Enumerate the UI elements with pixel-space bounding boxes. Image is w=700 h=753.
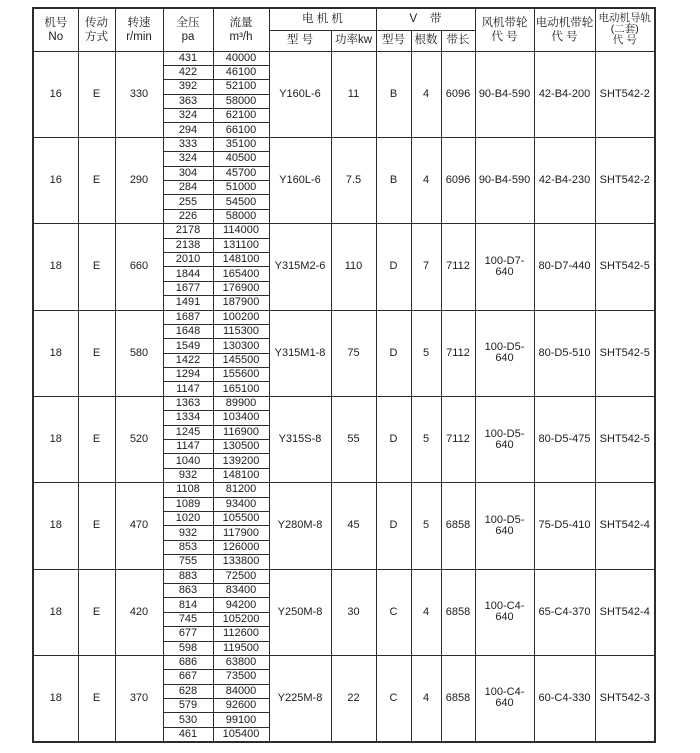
cell-flow: 133800 bbox=[213, 555, 269, 569]
cell-pressure: 530 bbox=[163, 713, 213, 727]
cell-flow: 176900 bbox=[213, 281, 269, 295]
cell-flow: 131100 bbox=[213, 238, 269, 252]
table-group bbox=[33, 655, 655, 741]
header-line: 传动 bbox=[85, 16, 108, 29]
cell-flow: 105400 bbox=[213, 727, 269, 741]
cell-drive-mode: E bbox=[78, 396, 115, 482]
cell-fan-pulley: 100-D7-640 bbox=[475, 224, 534, 310]
cell-pressure: 461 bbox=[163, 727, 213, 741]
cell-pressure: 324 bbox=[163, 152, 213, 166]
cell-speed: 470 bbox=[115, 483, 163, 569]
cell-flow: 165400 bbox=[213, 267, 269, 281]
fan-motor-spec-table bbox=[32, 7, 656, 743]
cell-motor-pulley: 80-D5-475 bbox=[534, 396, 595, 482]
cell-pressure: 1687 bbox=[163, 310, 213, 324]
cell-pressure: 1844 bbox=[163, 267, 213, 281]
cell-belt-count: 5 bbox=[411, 396, 441, 482]
table-row bbox=[33, 224, 655, 238]
cell-motor-model: Y315M2-6 bbox=[269, 224, 331, 310]
cell-fan-pulley: 100-D5-640 bbox=[475, 483, 534, 569]
cell-machine-no: 18 bbox=[33, 569, 78, 655]
cell-machine-no: 16 bbox=[33, 51, 78, 137]
cell-flow: 62100 bbox=[213, 109, 269, 123]
table-group bbox=[33, 483, 655, 569]
cell-belt-length: 6096 bbox=[441, 137, 475, 223]
cell-flow: 52100 bbox=[213, 80, 269, 94]
cell-flow: 165100 bbox=[213, 382, 269, 396]
table-row bbox=[33, 483, 655, 497]
cell-belt-model: C bbox=[376, 569, 411, 655]
cell-motor-power: 7.5 bbox=[331, 137, 376, 223]
cell-speed: 290 bbox=[115, 137, 163, 223]
cell-flow: 94200 bbox=[213, 598, 269, 612]
cell-rail: SHT542-4 bbox=[595, 569, 655, 655]
cell-flow: 148100 bbox=[213, 468, 269, 482]
cell-pressure: 932 bbox=[163, 526, 213, 540]
cell-speed: 370 bbox=[115, 655, 163, 741]
cell-belt-length: 6858 bbox=[441, 483, 475, 569]
cell-pressure: 1108 bbox=[163, 483, 213, 497]
cell-drive-mode: E bbox=[78, 51, 115, 137]
cell-flow: 155600 bbox=[213, 368, 269, 382]
cell-pressure: 579 bbox=[163, 699, 213, 713]
cell-belt-length: 7112 bbox=[441, 310, 475, 396]
header-line: 代 号 bbox=[612, 34, 637, 47]
cell-pressure: 883 bbox=[163, 569, 213, 583]
cell-pressure: 677 bbox=[163, 627, 213, 641]
cell-fan-pulley: 100-D5-640 bbox=[475, 396, 534, 482]
header-line: 风机带轮 bbox=[481, 16, 528, 29]
cell-flow: 105200 bbox=[213, 612, 269, 626]
header-motor-pulley bbox=[534, 8, 595, 51]
header-line: 代 号 bbox=[491, 30, 518, 43]
cell-belt-length: 6858 bbox=[441, 655, 475, 741]
table-row bbox=[33, 396, 655, 410]
cell-pressure: 863 bbox=[163, 583, 213, 597]
cell-motor-model: Y160L-6 bbox=[269, 51, 331, 137]
cell-pressure: 333 bbox=[163, 137, 213, 151]
cell-pressure: 1245 bbox=[163, 425, 213, 439]
cell-speed: 420 bbox=[115, 569, 163, 655]
cell-belt-count: 4 bbox=[411, 655, 441, 741]
header-line: 代 号 bbox=[551, 30, 578, 43]
header-line: 流量 bbox=[229, 16, 253, 29]
cell-belt-model: B bbox=[376, 51, 411, 137]
cell-drive-mode: E bbox=[78, 569, 115, 655]
header-motor-group: 电 机 机 bbox=[269, 8, 376, 30]
table-group bbox=[33, 569, 655, 655]
header-line: (二套) bbox=[610, 23, 639, 36]
cell-machine-no: 16 bbox=[33, 137, 78, 223]
cell-flow: 81200 bbox=[213, 483, 269, 497]
cell-flow: 117900 bbox=[213, 526, 269, 540]
cell-pressure: 814 bbox=[163, 598, 213, 612]
header-motor-model: 型 号 bbox=[269, 30, 331, 51]
cell-flow: 99100 bbox=[213, 713, 269, 727]
cell-drive-mode: E bbox=[78, 310, 115, 396]
cell-pressure: 1549 bbox=[163, 339, 213, 353]
cell-drive-mode: E bbox=[78, 655, 115, 741]
cell-speed: 330 bbox=[115, 51, 163, 137]
cell-flow: 58000 bbox=[213, 94, 269, 108]
cell-belt-count: 5 bbox=[411, 483, 441, 569]
cell-pressure: 598 bbox=[163, 641, 213, 655]
cell-pressure: 2178 bbox=[163, 224, 213, 238]
cell-motor-power: 22 bbox=[331, 655, 376, 741]
cell-pressure: 1147 bbox=[163, 440, 213, 454]
table-group bbox=[33, 310, 655, 396]
cell-flow: 51000 bbox=[213, 181, 269, 195]
cell-flow: 103400 bbox=[213, 411, 269, 425]
header-line: 电动机带轮 bbox=[535, 16, 594, 29]
cell-pressure: 1089 bbox=[163, 497, 213, 511]
header-line: 全压 bbox=[176, 16, 200, 29]
cell-motor-power: 11 bbox=[331, 51, 376, 137]
cell-flow: 93400 bbox=[213, 497, 269, 511]
cell-pressure: 392 bbox=[163, 80, 213, 94]
cell-motor-model: Y280M-8 bbox=[269, 483, 331, 569]
header-motor-power: 功率kw bbox=[331, 30, 376, 51]
cell-motor-pulley: 42-B4-200 bbox=[534, 51, 595, 137]
cell-pressure: 422 bbox=[163, 65, 213, 79]
header-vbelt-group: V 带 bbox=[376, 8, 475, 30]
cell-rail: SHT542-3 bbox=[595, 655, 655, 741]
cell-machine-no: 18 bbox=[33, 655, 78, 741]
cell-flow: 40500 bbox=[213, 152, 269, 166]
header-line: 转速 bbox=[127, 16, 151, 29]
cell-flow: 187900 bbox=[213, 296, 269, 310]
cell-rail: SHT542-2 bbox=[595, 137, 655, 223]
cell-motor-model: Y315S-8 bbox=[269, 396, 331, 482]
cell-belt-length: 6096 bbox=[441, 51, 475, 137]
cell-machine-no: 18 bbox=[33, 396, 78, 482]
cell-flow: 84000 bbox=[213, 684, 269, 698]
cell-pressure: 431 bbox=[163, 51, 213, 65]
cell-drive-mode: E bbox=[78, 224, 115, 310]
cell-motor-power: 55 bbox=[331, 396, 376, 482]
cell-pressure: 1040 bbox=[163, 454, 213, 468]
cell-pressure: 853 bbox=[163, 540, 213, 554]
cell-flow: 116900 bbox=[213, 425, 269, 439]
header-line: pa bbox=[181, 30, 195, 43]
cell-belt-model: C bbox=[376, 655, 411, 741]
cell-belt-count: 4 bbox=[411, 569, 441, 655]
cell-fan-pulley: 100-D5-640 bbox=[475, 310, 534, 396]
cell-flow: 130500 bbox=[213, 440, 269, 454]
cell-motor-power: 30 bbox=[331, 569, 376, 655]
cell-pressure: 1147 bbox=[163, 382, 213, 396]
cell-speed: 520 bbox=[115, 396, 163, 482]
cell-rail: SHT542-5 bbox=[595, 310, 655, 396]
cell-flow: 105500 bbox=[213, 512, 269, 526]
cell-pressure: 686 bbox=[163, 655, 213, 669]
cell-motor-power: 45 bbox=[331, 483, 376, 569]
cell-motor-pulley: 60-C4-330 bbox=[534, 655, 595, 741]
cell-belt-model: D bbox=[376, 310, 411, 396]
cell-flow: 46100 bbox=[213, 65, 269, 79]
cell-motor-model: Y225M-8 bbox=[269, 655, 331, 741]
cell-motor-pulley: 65-C4-370 bbox=[534, 569, 595, 655]
header-line: m³/h bbox=[229, 30, 253, 43]
cell-flow: 63800 bbox=[213, 655, 269, 669]
header-flow bbox=[213, 8, 269, 51]
cell-rail: SHT542-2 bbox=[595, 51, 655, 137]
cell-motor-model: Y160L-6 bbox=[269, 137, 331, 223]
cell-belt-count: 4 bbox=[411, 51, 441, 137]
cell-fan-pulley: 100-C4-640 bbox=[475, 655, 534, 741]
cell-flow: 89900 bbox=[213, 396, 269, 410]
cell-rail: SHT542-5 bbox=[595, 224, 655, 310]
cell-motor-model: Y250M-8 bbox=[269, 569, 331, 655]
cell-pressure: 1294 bbox=[163, 368, 213, 382]
cell-fan-pulley: 90-B4-590 bbox=[475, 137, 534, 223]
header-belt-model: 型号 bbox=[376, 30, 411, 51]
cell-flow: 72500 bbox=[213, 569, 269, 583]
cell-flow: 100200 bbox=[213, 310, 269, 324]
cell-motor-pulley: 42-B4-230 bbox=[534, 137, 595, 223]
cell-rail: SHT542-5 bbox=[595, 396, 655, 482]
cell-pressure: 628 bbox=[163, 684, 213, 698]
cell-belt-count: 7 bbox=[411, 224, 441, 310]
cell-speed: 660 bbox=[115, 224, 163, 310]
cell-pressure: 745 bbox=[163, 612, 213, 626]
cell-machine-no: 18 bbox=[33, 310, 78, 396]
cell-pressure: 284 bbox=[163, 181, 213, 195]
cell-motor-pulley: 80-D7-440 bbox=[534, 224, 595, 310]
header-drive-mode bbox=[78, 8, 115, 51]
cell-pressure: 667 bbox=[163, 670, 213, 684]
cell-fan-pulley: 90-B4-590 bbox=[475, 51, 534, 137]
cell-flow: 130300 bbox=[213, 339, 269, 353]
cell-pressure: 932 bbox=[163, 468, 213, 482]
header-speed bbox=[115, 8, 163, 51]
cell-belt-model: B bbox=[376, 137, 411, 223]
header-machine-no bbox=[33, 8, 78, 51]
cell-flow: 45700 bbox=[213, 166, 269, 180]
table-group bbox=[33, 224, 655, 310]
cell-belt-length: 7112 bbox=[441, 396, 475, 482]
table-group bbox=[33, 396, 655, 482]
cell-motor-power: 110 bbox=[331, 224, 376, 310]
cell-flow: 139200 bbox=[213, 454, 269, 468]
header-line: 电动机导轨 bbox=[598, 11, 651, 24]
cell-belt-length: 6858 bbox=[441, 569, 475, 655]
cell-flow: 35100 bbox=[213, 137, 269, 151]
table-row bbox=[33, 310, 655, 324]
cell-flow: 40000 bbox=[213, 51, 269, 65]
cell-pressure: 2010 bbox=[163, 252, 213, 266]
cell-belt-model: D bbox=[376, 224, 411, 310]
header-line: 机号 bbox=[44, 16, 68, 29]
cell-speed: 580 bbox=[115, 310, 163, 396]
cell-machine-no: 18 bbox=[33, 224, 78, 310]
cell-fan-pulley: 100-C4-640 bbox=[475, 569, 534, 655]
cell-motor-power: 75 bbox=[331, 310, 376, 396]
cell-pressure: 1020 bbox=[163, 512, 213, 526]
cell-pressure: 294 bbox=[163, 123, 213, 137]
table-group bbox=[33, 51, 655, 137]
cell-flow: 58000 bbox=[213, 209, 269, 223]
cell-pressure: 1677 bbox=[163, 281, 213, 295]
cell-pressure: 1491 bbox=[163, 296, 213, 310]
cell-flow: 114000 bbox=[213, 224, 269, 238]
cell-drive-mode: E bbox=[78, 483, 115, 569]
cell-pressure: 1422 bbox=[163, 353, 213, 367]
header-motor-rail bbox=[595, 8, 655, 51]
cell-flow: 145500 bbox=[213, 353, 269, 367]
cell-pressure: 304 bbox=[163, 166, 213, 180]
cell-belt-model: D bbox=[376, 396, 411, 482]
cell-flow: 115300 bbox=[213, 324, 269, 338]
cell-pressure: 324 bbox=[163, 109, 213, 123]
cell-belt-length: 7112 bbox=[441, 224, 475, 310]
header-line: r/min bbox=[126, 30, 152, 43]
cell-rail: SHT542-4 bbox=[595, 483, 655, 569]
cell-flow: 73500 bbox=[213, 670, 269, 684]
cell-flow: 54500 bbox=[213, 195, 269, 209]
cell-machine-no: 18 bbox=[33, 483, 78, 569]
cell-pressure: 1648 bbox=[163, 324, 213, 338]
table-row bbox=[33, 569, 655, 583]
cell-motor-model: Y315M1-8 bbox=[269, 310, 331, 396]
header-fan-pulley bbox=[475, 8, 534, 51]
cell-pressure: 363 bbox=[163, 94, 213, 108]
cell-pressure: 1363 bbox=[163, 396, 213, 410]
header-belt-length: 带长 bbox=[441, 30, 475, 51]
cell-motor-pulley: 75-D5-410 bbox=[534, 483, 595, 569]
cell-pressure: 255 bbox=[163, 195, 213, 209]
cell-flow: 148100 bbox=[213, 252, 269, 266]
cell-belt-count: 4 bbox=[411, 137, 441, 223]
cell-pressure: 2138 bbox=[163, 238, 213, 252]
cell-flow: 126000 bbox=[213, 540, 269, 554]
cell-flow: 112600 bbox=[213, 627, 269, 641]
header-belt-count: 根数 bbox=[411, 30, 441, 51]
cell-belt-model: D bbox=[376, 483, 411, 569]
cell-flow: 83400 bbox=[213, 583, 269, 597]
header-line: No bbox=[48, 30, 64, 43]
table-header bbox=[33, 8, 655, 51]
header-pressure bbox=[163, 8, 213, 51]
cell-drive-mode: E bbox=[78, 137, 115, 223]
cell-pressure: 755 bbox=[163, 555, 213, 569]
cell-flow: 119500 bbox=[213, 641, 269, 655]
cell-belt-count: 5 bbox=[411, 310, 441, 396]
table-row bbox=[33, 51, 655, 65]
table-row bbox=[33, 655, 655, 669]
cell-flow: 66100 bbox=[213, 123, 269, 137]
cell-pressure: 226 bbox=[163, 209, 213, 223]
cell-flow: 92600 bbox=[213, 699, 269, 713]
cell-motor-pulley: 80-D5-510 bbox=[534, 310, 595, 396]
table-group bbox=[33, 137, 655, 223]
table-row bbox=[33, 137, 655, 151]
cell-pressure: 1334 bbox=[163, 411, 213, 425]
header-line: 方式 bbox=[85, 30, 108, 43]
